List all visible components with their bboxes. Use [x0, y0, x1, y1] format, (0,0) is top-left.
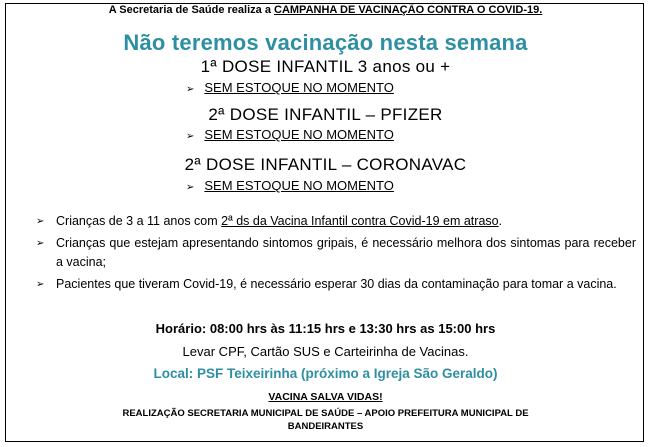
arrow-bullet-icon: ➢: [36, 279, 45, 290]
bullet-1-text: [56, 212, 636, 231]
bullet-1-prefix: Crianças de 3 a 11 anos com: [56, 214, 222, 228]
dose-1-title: 1ª DOSE INFANTIL 3 anos ou +: [200, 57, 451, 76]
dose-1-status: [186, 80, 394, 95]
headline: Não teremos vacinação nesta semana: [123, 30, 528, 55]
campaign-name: CAMPANHA DE VACINAÇÃO CONTRA O COVID-19.: [274, 4, 543, 16]
intro-line: [0, 4, 651, 16]
bullet-3-text: Pacientes que tiveram Covid-19, é necessário esperar 30 dias da contaminação para tomar a vacina.: [56, 277, 617, 291]
dose-1-status-text: SEM ESTOQUE NO MOMENTO: [204, 80, 394, 95]
arrow-bullet-icon: ➢: [186, 131, 195, 142]
hours-text: Horário: 08:00 hrs às 11:15 hrs e 13:30 hrs as 15:00 hrs: [155, 321, 496, 336]
dose-3-status: [186, 178, 394, 193]
bullet-2-text: Crianças que estejam apresentando sintomos gripais, é necessário melhora dos sintomas para receber a vacina;: [56, 236, 636, 269]
footer-line-1: REALIZAÇÃO SECRETARIA MUNICIPAL DE SAÚDE – APOIO PREFEITURA MUNICIPAL DE: [122, 408, 529, 419]
arrow-bullet-icon: ➢: [186, 182, 195, 193]
dose-2-status-text: SEM ESTOQUE NO MOMENTO: [204, 127, 394, 142]
footer-line-2: BANDEIRANTES: [287, 421, 364, 432]
slogan-text: VACINA SALVA VIDAS!: [268, 391, 383, 403]
bullet-1-suffix: .: [498, 214, 503, 228]
arrow-bullet-icon: ➢: [36, 238, 45, 249]
footer: [0, 407, 651, 433]
arrow-bullet-icon: ➢: [186, 84, 195, 95]
dose-3-status-text: SEM ESTOQUE NO MOMENTO: [204, 178, 394, 193]
intro-prefix: A Secretaria de Saúde realiza a: [108, 4, 274, 16]
dose-2-title: 2ª DOSE INFANTIL – PFIZER: [208, 105, 443, 124]
dose-3-title: 2ª DOSE INFANTIL – CORONAVAC: [184, 155, 467, 174]
bullet-1-underlined: 2ª ds da Vacina Infantil contra Covid-19 em atraso: [221, 214, 499, 228]
documents-text: Levar CPF, Cartão SUS e Carteirinha de Vacinas.: [182, 344, 469, 359]
location-text: Local: PSF Teixeirinha (próximo a Igreja São Geraldo): [153, 366, 498, 381]
arrow-bullet-icon: ➢: [36, 216, 45, 227]
dose-2-status: [186, 127, 394, 142]
